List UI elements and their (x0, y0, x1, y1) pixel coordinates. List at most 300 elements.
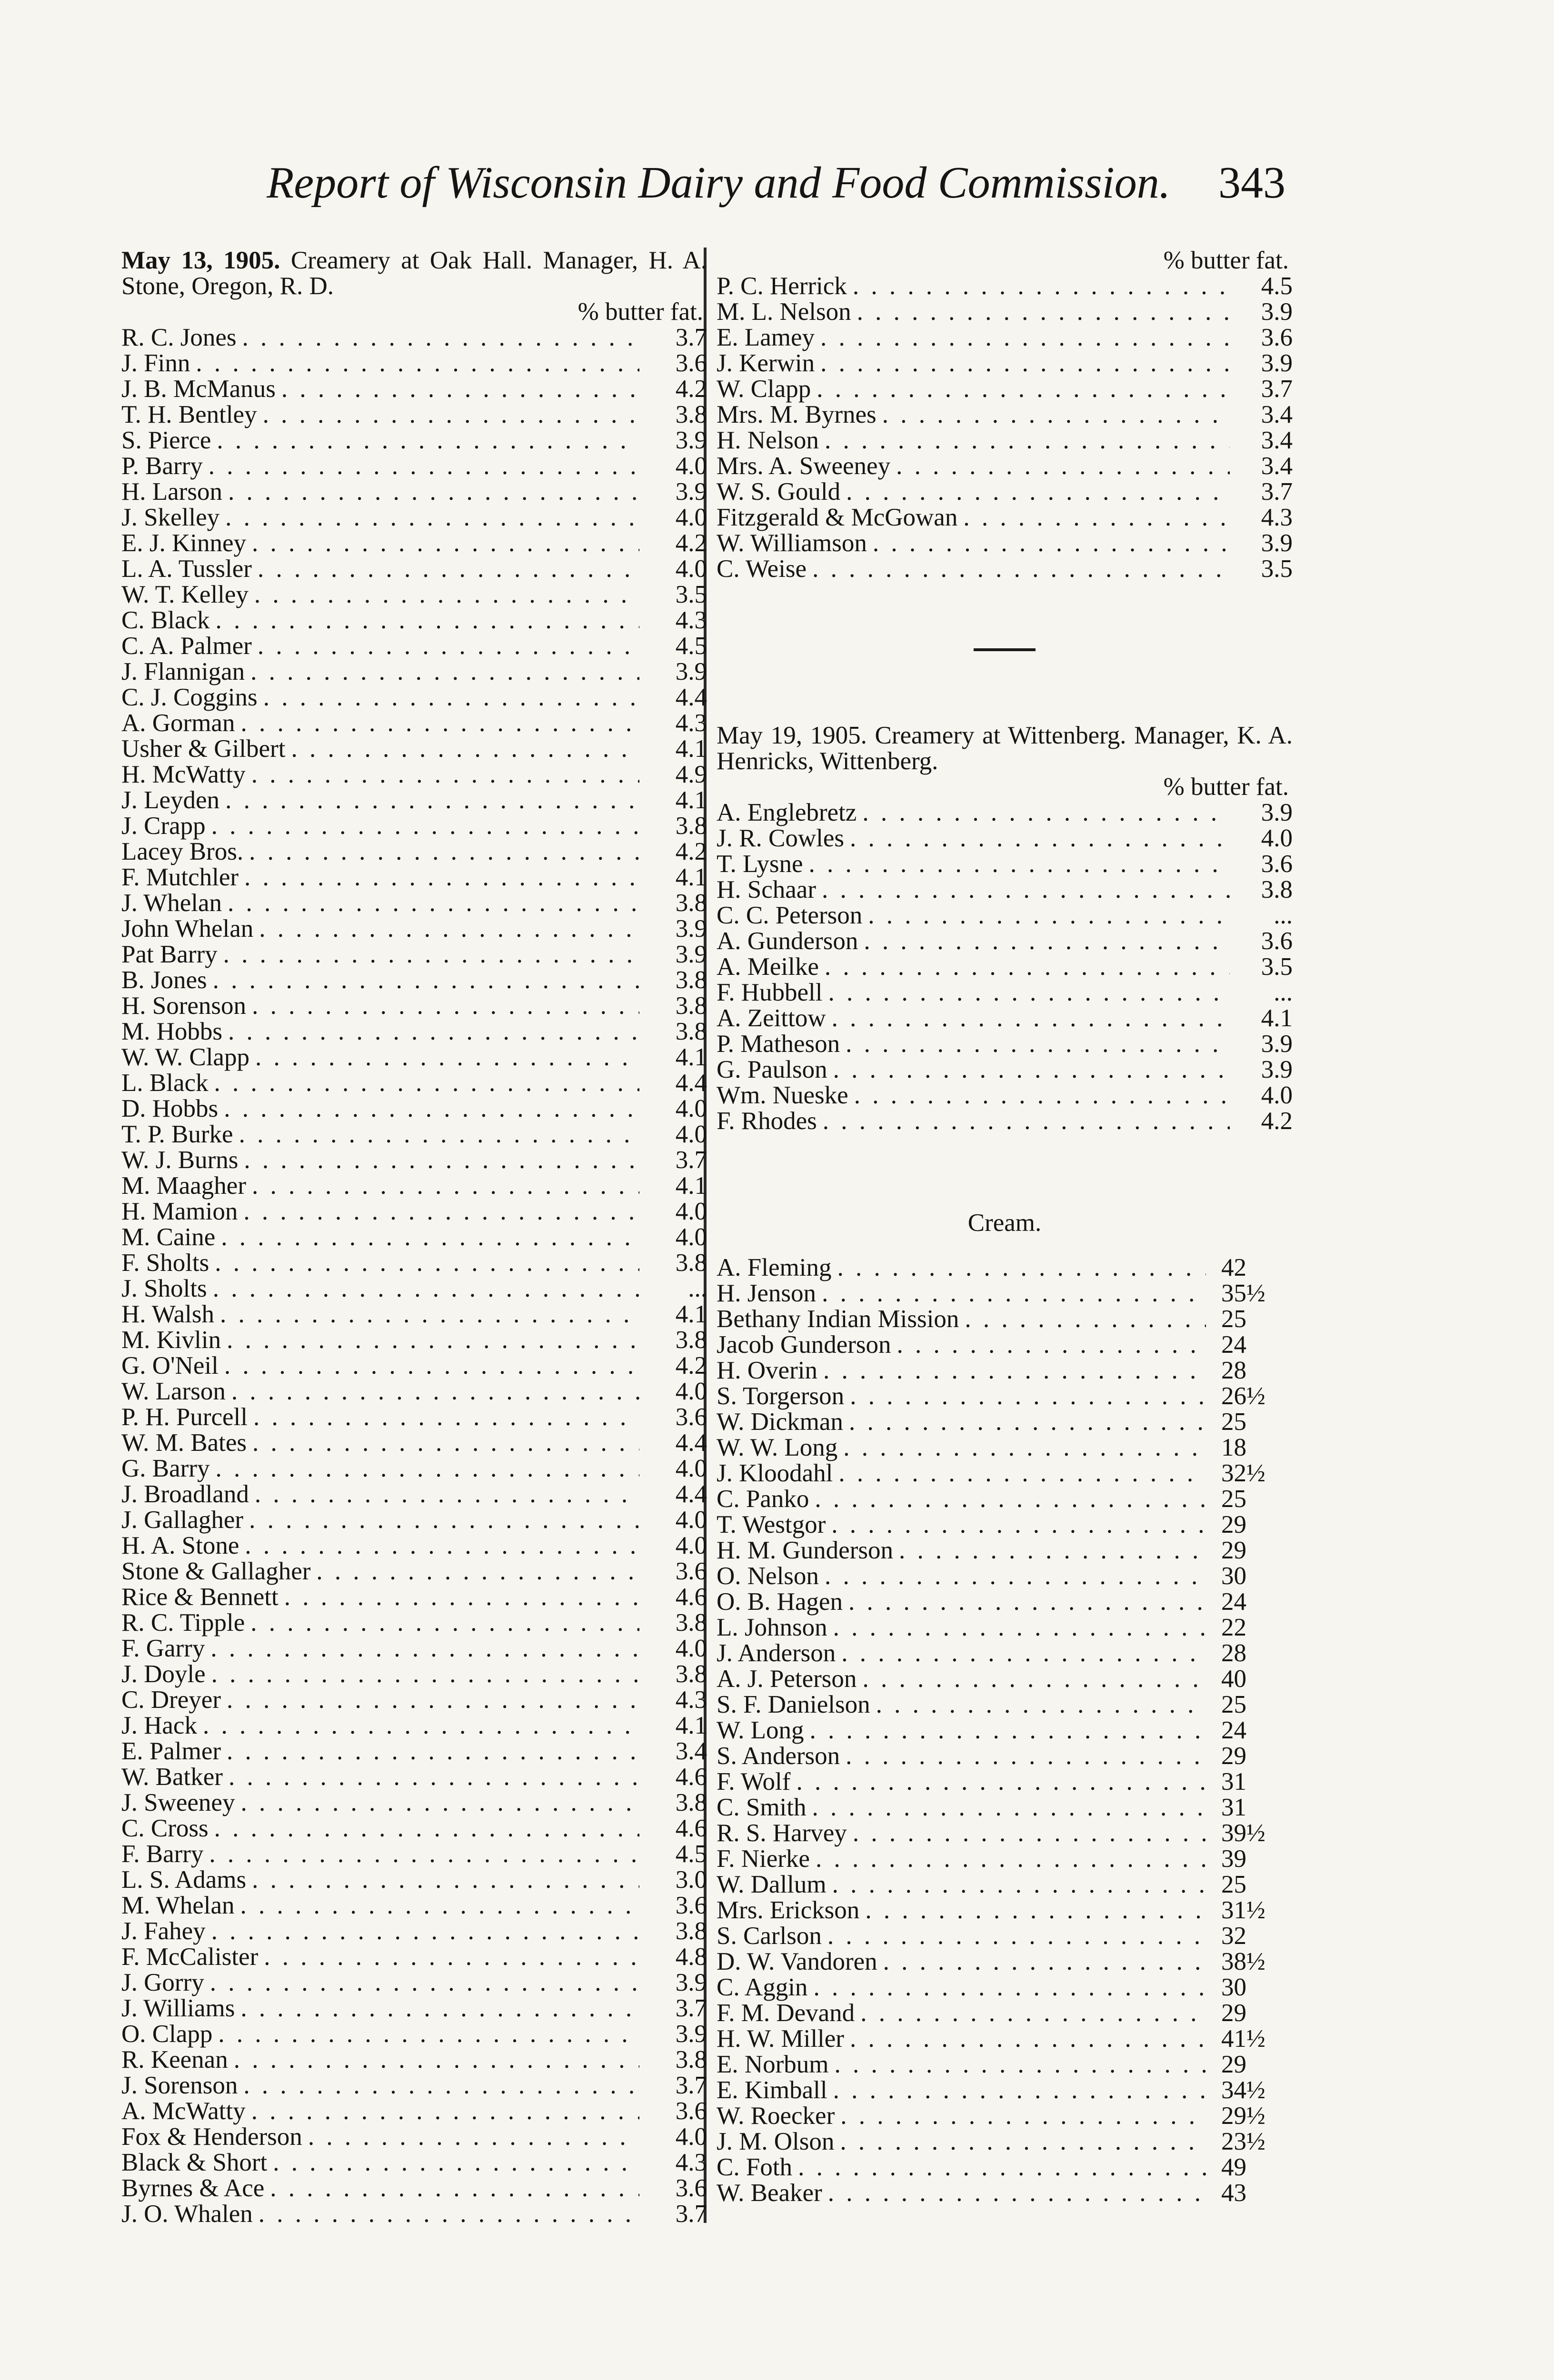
test-value: 3.7 (675, 2072, 707, 2099)
table-row (121, 762, 707, 787)
test-value: 4.3 (675, 2149, 707, 2176)
test-value: 4.5 (1261, 272, 1293, 300)
patron-name: T. P. Burke (121, 1121, 233, 1148)
oak-hall-table-continued (717, 273, 1293, 582)
patron-name: J. Sorenson (121, 2072, 238, 2099)
test-value: 3.9 (675, 915, 707, 942)
table-row (121, 2073, 707, 2098)
leader-dots (258, 633, 639, 659)
test-value: 25 (1221, 1305, 1246, 1333)
patron-name: H. Jenson (717, 1279, 817, 1307)
patron-name: F. McCalister (121, 1943, 259, 1971)
test-value: 3.6 (1261, 927, 1293, 955)
table-row (717, 1486, 1293, 1512)
table-row (717, 1082, 1293, 1108)
patron-name: A. Fleming (717, 1254, 832, 1281)
test-value: 3.8 (675, 1249, 707, 1277)
leader-dots (820, 325, 1230, 350)
table-row (717, 825, 1293, 851)
table-row (121, 1533, 707, 1558)
leader-dots (291, 736, 639, 762)
test-value: 3.8 (675, 1660, 707, 1688)
leader-dots (865, 1897, 1206, 1923)
leader-dots (234, 2047, 639, 2073)
test-value: 41½ (1221, 2025, 1265, 2053)
patron-name: Jacob Gunderson (717, 1331, 891, 1359)
table-row (121, 2201, 707, 2227)
patron-name: H. Overin (717, 1357, 817, 1384)
test-value: 29 (1221, 1511, 1246, 1538)
patron-name: C. Panko (717, 1485, 809, 1513)
patron-name: W. Williamson (717, 529, 867, 557)
leader-dots (833, 1057, 1230, 1082)
leader-dots (245, 1533, 639, 1558)
patron-name: E. J. Kinney (121, 529, 247, 557)
patron-name: F. Barry (121, 1840, 204, 1868)
test-value: 24 (1221, 1331, 1246, 1359)
patron-name: R. C. Tipple (121, 1609, 245, 1636)
leader-dots (846, 479, 1230, 505)
leader-dots (221, 1224, 639, 1250)
patron-name: M. Hobbs (121, 1018, 223, 1045)
patron-name: S. Anderson (717, 1742, 840, 1770)
patron-name: G. Paulson (717, 1056, 827, 1083)
patron-name: S. Carlson (717, 1922, 822, 1950)
leader-dots (224, 1096, 639, 1121)
test-value: 3.5 (1261, 953, 1293, 981)
leader-dots (833, 2077, 1206, 2103)
test-value: 3.8 (675, 1326, 707, 1354)
leader-dots (213, 967, 639, 993)
table-row (121, 890, 707, 916)
leader-dots (838, 1460, 1206, 1486)
patron-name: J. Gallagher (121, 1506, 244, 1534)
patron-name: W. Long (717, 1716, 804, 1744)
leader-dots (840, 2103, 1206, 2129)
leader-dots (853, 1820, 1206, 1846)
test-value: 3.8 (675, 1018, 707, 1045)
oak-hall-table (121, 325, 707, 2227)
leader-dots (308, 2124, 639, 2150)
table-row (717, 1057, 1293, 1082)
table-row (121, 710, 707, 736)
test-value: 3.4 (675, 1737, 707, 1765)
table-row (121, 633, 707, 659)
test-value: 43 (1221, 2179, 1246, 2207)
table-row (717, 1589, 1293, 1615)
table-row (121, 1147, 707, 1173)
table-row (121, 376, 707, 402)
leader-dots (849, 1409, 1206, 1435)
table-row (717, 2077, 1293, 2103)
leader-dots (231, 1378, 639, 1404)
table-row (717, 453, 1293, 479)
test-value: 32 (1221, 1922, 1246, 1950)
patron-name: G. Barry (121, 1455, 210, 1482)
test-value: 25 (1221, 1871, 1246, 1898)
patron-name: J. Skelley (121, 504, 220, 531)
leader-dots (251, 762, 639, 787)
table-row (717, 877, 1293, 902)
table-row (717, 980, 1293, 1005)
oak-hall-description: Creamery at Oak Hall. Manager, H. A. Stone, Oregon, R. D. (121, 247, 707, 300)
leader-dots (224, 1353, 639, 1378)
patron-name: M. L. Nelson (717, 298, 851, 326)
leader-dots (822, 877, 1230, 902)
table-row (121, 813, 707, 839)
patron-name: H. Larson (121, 478, 222, 506)
leader-dots (883, 1949, 1206, 1974)
test-value: 3.6 (675, 349, 707, 377)
table-row (121, 1353, 707, 1378)
test-value: 3.7 (675, 2200, 707, 2228)
patron-name: J. Sweeney (121, 1789, 235, 1816)
leader-dots (227, 1738, 639, 1764)
leader-dots (798, 2154, 1206, 2180)
table-row (121, 1636, 707, 1661)
leader-dots (243, 1199, 639, 1224)
test-value: 4.6 (675, 1583, 707, 1611)
table-row (717, 1795, 1293, 1820)
leader-dots (873, 530, 1230, 556)
oak-hall-date: May 13, 1905. (121, 247, 280, 274)
test-value: 34½ (1221, 2076, 1265, 2104)
table-row (121, 942, 707, 967)
table-row (121, 1404, 707, 1430)
patron-name: Rice & Bennett (121, 1583, 279, 1611)
patron-name: J. Williams (121, 1994, 235, 2022)
leader-dots (249, 839, 639, 864)
test-value: 3.7 (675, 1994, 707, 2022)
test-value: 4.3 (1261, 504, 1293, 531)
patron-name: J. Sholts (121, 1275, 207, 1302)
test-value: 4.1 (675, 1172, 707, 1200)
oak-hall-intro (121, 248, 707, 299)
table-row (121, 1456, 707, 1481)
patron-name: J. B. McManus (121, 375, 276, 403)
patron-name: C. Black (121, 606, 210, 634)
test-value: 32½ (1221, 1459, 1265, 1487)
patron-name: T. H. Bentley (121, 401, 257, 428)
table-row (121, 1507, 707, 1533)
table-row (717, 2129, 1293, 2154)
test-value: 4.0 (675, 1532, 707, 1559)
table-row (717, 1872, 1293, 1897)
patron-name: R. C. Jones (121, 324, 237, 351)
leader-dots (215, 1456, 639, 1481)
fat-column-header: % butter fat. (578, 298, 703, 326)
test-value: 25 (1221, 1691, 1246, 1718)
patron-name: W. Clapp (717, 375, 811, 403)
leader-dots (812, 556, 1230, 582)
leader-dots (250, 659, 639, 684)
test-value: 3.9 (1261, 1030, 1293, 1058)
table-row (717, 1743, 1293, 1769)
test-value: 4.4 (675, 1429, 707, 1457)
leader-dots (228, 890, 639, 916)
test-value: 3.9 (1261, 349, 1293, 377)
leader-dots (876, 1692, 1206, 1717)
test-value: 3.8 (675, 2046, 707, 2073)
test-value: 30 (1221, 1973, 1246, 2001)
table-row (717, 1974, 1293, 2000)
test-value: 3.9 (675, 658, 707, 685)
left-column (121, 248, 707, 2227)
patron-name: H. Sorenson (121, 992, 247, 1020)
test-value: 4.0 (675, 1121, 707, 1148)
running-title: Report of Wisconsin Dairy and Food Commission. (267, 158, 1171, 208)
leader-dots (252, 1430, 639, 1456)
leader-dots (223, 942, 639, 967)
patron-name: C. Dreyer (121, 1686, 221, 1714)
table-row (121, 1610, 707, 1636)
table-row (717, 2103, 1293, 2129)
leader-dots (252, 530, 639, 556)
table-row (121, 556, 707, 582)
leader-dots (850, 825, 1230, 851)
patron-name: E. Lamey (717, 324, 815, 351)
table-row (717, 2154, 1293, 2180)
patron-name: J. O. Whalen (121, 2200, 253, 2228)
table-row (717, 2180, 1293, 2206)
test-value: 3.6 (675, 1892, 707, 1919)
leader-dots (210, 1636, 639, 1661)
test-value: 3.6 (675, 2174, 707, 2202)
leader-dots (209, 1841, 639, 1867)
table-row (717, 479, 1293, 505)
patron-name: A. Englebretz (717, 799, 857, 826)
test-value: 3.8 (675, 966, 707, 994)
leader-dots (828, 2180, 1206, 2206)
test-value: 39 (1221, 1845, 1246, 1873)
test-value: 3.4 (1261, 426, 1293, 454)
leader-dots (862, 800, 1230, 825)
table-row (121, 325, 707, 350)
leader-dots (854, 1082, 1230, 1108)
test-value: 3.6 (1261, 324, 1293, 351)
test-value: 3.6 (675, 1403, 707, 1431)
table-row (717, 1923, 1293, 1949)
patron-name: Lacey Bros. (121, 838, 244, 865)
table-row (121, 1070, 707, 1096)
table-row (717, 1332, 1293, 1358)
table-row (717, 556, 1293, 582)
test-value: 4.3 (675, 606, 707, 634)
test-value: 4.0 (1261, 824, 1293, 852)
patron-name: F. Hubbell (717, 979, 823, 1006)
leader-dots (868, 902, 1230, 928)
table-row (121, 993, 707, 1019)
test-value: 3.8 (675, 992, 707, 1020)
patron-name: Mrs. M. Byrnes (717, 401, 877, 428)
leader-dots (250, 1610, 639, 1636)
patron-name: C. A. Palmer (121, 632, 252, 660)
table-row (717, 1005, 1293, 1031)
test-value: 3.4 (1261, 452, 1293, 480)
leader-dots (822, 1280, 1206, 1306)
test-value: 4.0 (675, 452, 707, 480)
test-value: 24 (1221, 1588, 1246, 1616)
leader-dots (846, 1743, 1206, 1769)
leader-dots (227, 1327, 639, 1353)
patron-name: Black & Short (121, 2149, 268, 2176)
leader-dots (270, 2175, 639, 2201)
test-value: 4.4 (675, 684, 707, 711)
leader-dots (249, 1507, 639, 1533)
leader-dots (810, 1717, 1206, 1743)
table-row (717, 505, 1293, 530)
table-row (717, 902, 1293, 928)
leader-dots (809, 851, 1230, 877)
patron-name: H. Nelson (717, 426, 819, 454)
table-row (121, 1044, 707, 1070)
test-value: 39½ (1221, 1819, 1265, 1847)
leader-dots (228, 479, 639, 505)
leader-dots (899, 1537, 1206, 1563)
table-row (121, 787, 707, 813)
patron-name: H. Walsh (121, 1300, 214, 1328)
patron-name: A. Gorman (121, 709, 235, 737)
leader-dots (220, 1301, 639, 1327)
test-value: 38½ (1221, 1948, 1265, 1975)
table-row (121, 1173, 707, 1199)
leader-dots (258, 556, 639, 582)
table-row (121, 1918, 707, 1944)
table-row (717, 1846, 1293, 1872)
table-row (717, 1383, 1293, 1409)
test-value: 3.6 (675, 2097, 707, 2125)
test-value: 3.9 (675, 941, 707, 968)
test-value: 4.0 (675, 1223, 707, 1251)
table-row (717, 1306, 1293, 1332)
test-value: 29½ (1221, 2102, 1265, 2130)
patron-name: M. Maagher (121, 1172, 246, 1200)
test-value: 4.1 (675, 863, 707, 891)
patron-name: F. Nierke (717, 1845, 810, 1873)
table-row (121, 1970, 707, 1995)
table-row (121, 684, 707, 710)
patron-name: Mrs. Erickson (717, 1896, 860, 1924)
table-row (717, 1692, 1293, 1717)
leader-dots (816, 1846, 1206, 1872)
patron-name: J. Anderson (717, 1639, 836, 1667)
test-value: 22 (1221, 1614, 1246, 1641)
table-row (717, 427, 1293, 453)
patron-name: T. Westgor (717, 1511, 826, 1538)
table-row (717, 376, 1293, 402)
table-row (121, 1584, 707, 1610)
leader-dots (832, 1005, 1230, 1031)
test-value: 25 (1221, 1408, 1246, 1436)
leader-dots (225, 787, 639, 813)
patron-name: M. Caine (121, 1223, 216, 1251)
test-value: 25 (1221, 1485, 1246, 1513)
table-row (121, 1558, 707, 1584)
table-row (717, 530, 1293, 556)
leader-dots (963, 505, 1230, 530)
patron-name: R. S. Harvey (717, 1819, 847, 1847)
test-value: 3.8 (675, 401, 707, 428)
test-value: 3.7 (675, 1146, 707, 1174)
leader-dots (244, 864, 639, 890)
test-value: 49 (1221, 2153, 1246, 2181)
patron-name: F. Rhodes (717, 1107, 817, 1135)
leader-dots (264, 1944, 639, 1970)
patron-name: J. Broadland (121, 1480, 249, 1508)
patron-name: O. Clapp (121, 2020, 213, 2048)
leader-dots (825, 954, 1230, 980)
leader-dots (965, 1306, 1206, 1332)
patron-name: B. Jones (121, 966, 207, 994)
table-row (717, 1769, 1293, 1795)
test-value: 4.1 (675, 735, 707, 763)
test-value: 4.1 (1261, 1004, 1293, 1032)
table-row (121, 1815, 707, 1841)
patron-name: J. Crapp (121, 812, 206, 840)
leader-dots (210, 1970, 639, 1995)
leader-dots (817, 376, 1230, 402)
leader-dots (828, 980, 1230, 1005)
patron-name: J. Finn (121, 349, 190, 377)
leader-dots (827, 1923, 1206, 1949)
table-row (717, 1255, 1293, 1280)
page-number: 343 (1218, 158, 1285, 208)
test-value: 4.0 (675, 1635, 707, 1662)
leader-dots (840, 2129, 1206, 2154)
leader-dots (813, 1974, 1206, 2000)
test-value: 3.8 (675, 1609, 707, 1636)
table-row (121, 1481, 707, 1507)
test-value: 3.7 (1261, 375, 1293, 403)
table-row (121, 1867, 707, 1893)
patron-name: Bethany Indian Mission (717, 1305, 959, 1333)
table-row (121, 402, 707, 427)
test-value: 4.3 (675, 1686, 707, 1714)
leader-dots (864, 928, 1230, 954)
patron-name: Wm. Nueske (717, 1081, 848, 1109)
test-value: 4.4 (675, 1480, 707, 1508)
patron-name: J. Gorry (121, 1969, 204, 1996)
test-value: 3.5 (675, 581, 707, 608)
patron-name: J. R. Cowles (717, 824, 844, 852)
leader-dots (254, 582, 639, 607)
leader-dots (882, 402, 1230, 427)
table-row (717, 1615, 1293, 1640)
patron-name: W. Batker (121, 1763, 223, 1791)
test-value: 30 (1221, 1562, 1246, 1590)
test-value: 4.5 (675, 1840, 707, 1868)
leader-dots (850, 2026, 1206, 2052)
patron-name: S. F. Danielson (717, 1691, 870, 1718)
leader-dots (218, 2021, 639, 2047)
test-value: 29 (1221, 2051, 1246, 2078)
patron-name: C. Weise (717, 555, 807, 583)
test-value: 4.2 (675, 375, 707, 403)
test-value: 3.8 (675, 1917, 707, 1945)
table-row (717, 1666, 1293, 1692)
table-row (121, 2175, 707, 2201)
test-value: 4.1 (675, 1300, 707, 1328)
test-value: 3.9 (1261, 1056, 1293, 1083)
table-row (121, 1995, 707, 2021)
table-row (121, 1841, 707, 1867)
leader-dots (228, 1019, 639, 1044)
table-row (121, 530, 707, 556)
patron-name: W. S. Gould (717, 478, 841, 506)
patron-name: H. Mamion (121, 1198, 238, 1225)
table-row (717, 1717, 1293, 1743)
patron-name: E. Kimball (717, 2076, 827, 2104)
